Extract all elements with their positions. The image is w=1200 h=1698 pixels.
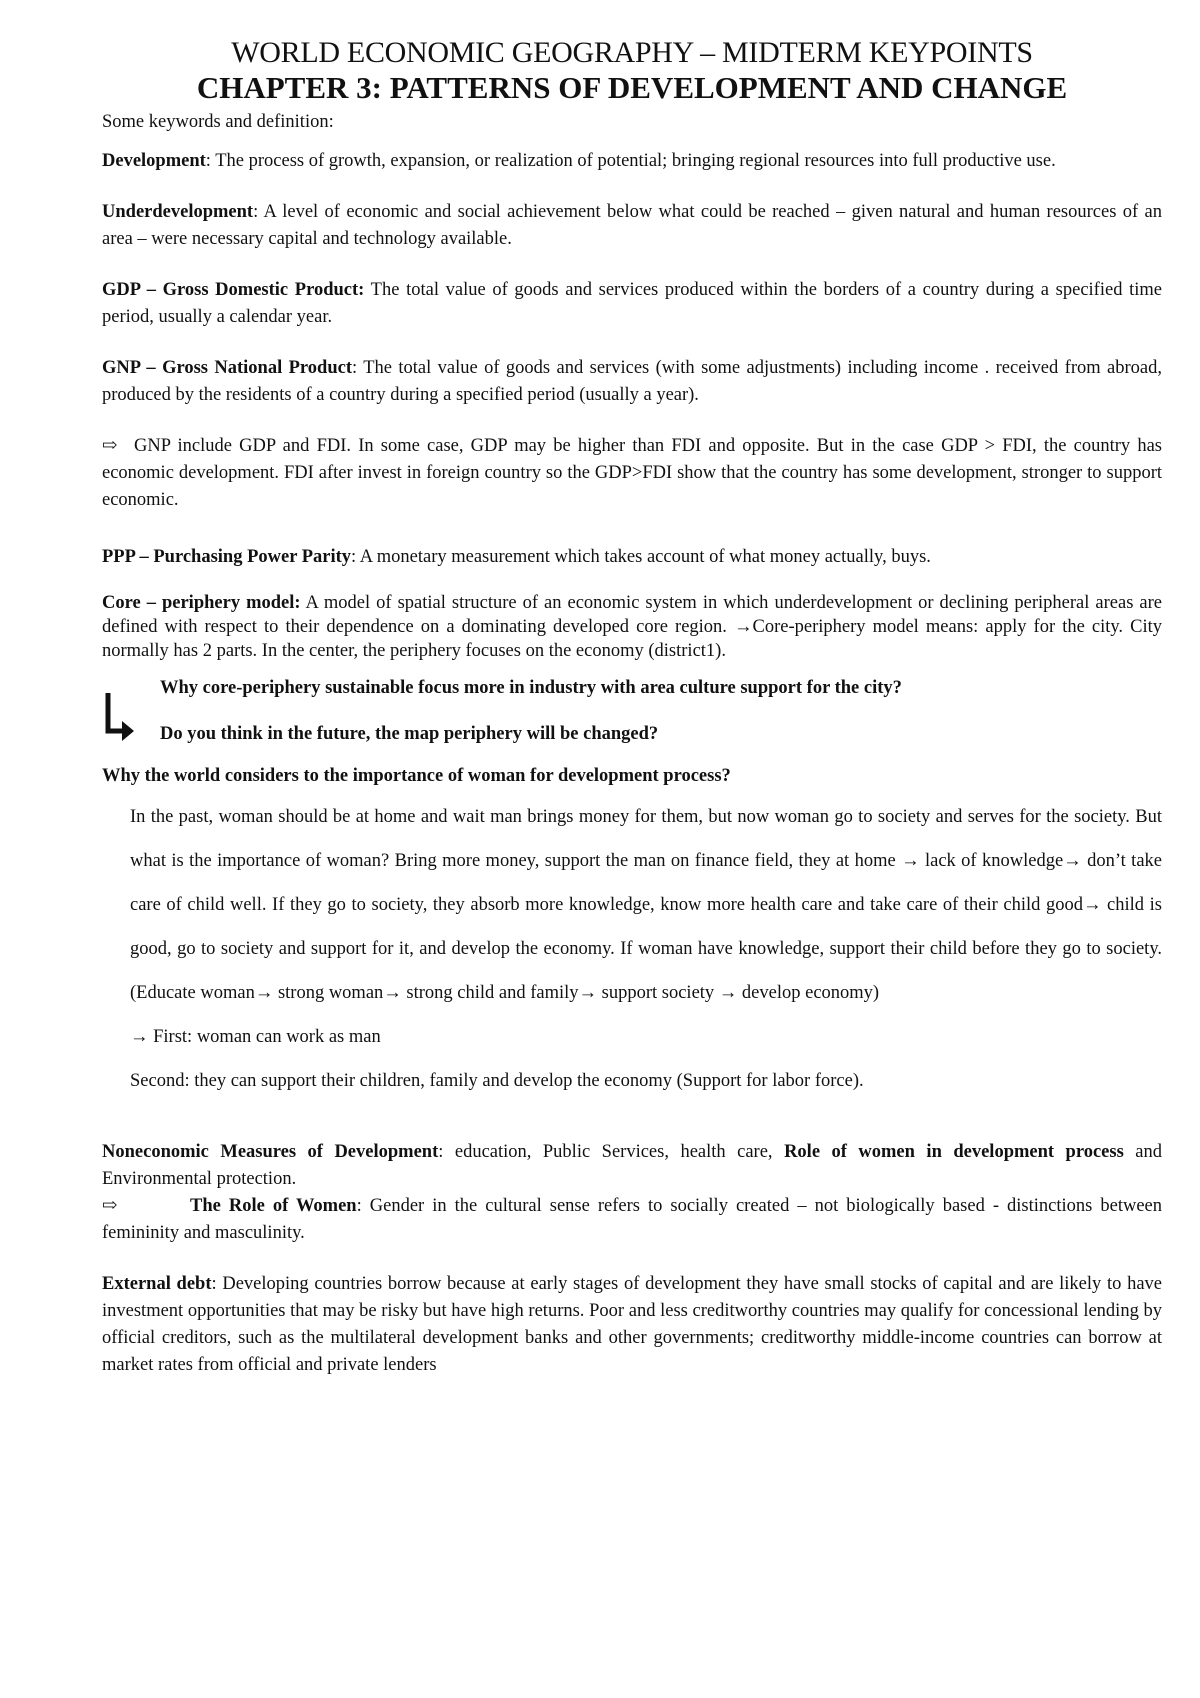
gnp-note [102,433,1162,514]
woman-answer-first: → First: woman can work as man [130,1027,381,1047]
text-development: : The process of growth, expansion, or realization of potential; bringing regional resources into full productive use. [205,151,1056,171]
term-gnp: GNP – Gross National Product [102,358,353,378]
definition-underdevelopment [102,199,1162,253]
bent-arrow-icon [102,691,138,749]
definition-ppp [102,544,1162,571]
term-ppp: PPP – Purchasing Power Parity [102,547,352,567]
text-gnp: : The total value of goods and services (with some adjustments) including income . received from abroad, produced by the residents of a country during a specified period (usually a year). [102,358,1162,405]
text-underdevelopment: : A level of economic and social achievement below what could be reached – given natural and human resources of an area – were necessary capital and technology available. [102,202,1162,249]
text-core-periphery: A model of spatial structure of an economic system in which underdevelopment or declining peripheral areas are defined with respect to their dependence on a dominating developed core region. →Core-periphery model means: apply for the city. City normally has 2 parts. In the center, the periphery focuses on the economy (district1). [102,593,1162,661]
term-core-periphery: Core – periphery model: [102,593,301,613]
question-map-periphery: Do you think in the future, the map periphery will be changed? [160,724,659,744]
term-development: Development [102,151,206,171]
term-gdp: GDP – Gross Domestic Product: [102,280,365,300]
role-of-women [102,1193,1162,1247]
hollow-arrow-icon: ⇨ [102,436,118,456]
intro-text: Some keywords and definition: [102,112,334,132]
definition-core-periphery [102,591,1162,663]
text-ppp: : A monetary measurement which takes account of what money actually, buys. [351,547,931,567]
text-external-debt: : Developing countries borrow because at early stages of development they have small stocks of capital and are likely to have investment opportunities that may be risky but have high returns. Poor and less creditworthy countries may qualify for concessional lending by official creditors, such as the multilateral development banks and other governments; creditworthy middle-income countries can borrow at market rates from official and private lenders [102,1274,1162,1375]
question-block [102,671,1162,763]
term-role-women: The Role of Women [190,1196,357,1216]
text-gdp: The total value of goods and services produced within the borders of a country during a specified time period, usually a calendar year. [102,280,1162,327]
chapter-title: CHAPTER 3: PATTERNS OF DEVELOPMENT AND CHANGE [196,70,1068,105]
definition-gdp [102,277,1162,331]
external-debt [102,1271,1162,1379]
term-external-debt: External debt [102,1274,212,1294]
term-noneconomic: Noneconomic Measures of Development [102,1142,439,1162]
woman-answer [102,795,1162,1103]
text-noneconomic-a: : education, Public Services, health care, [438,1142,785,1162]
woman-answer-body: In the past, woman should be at home and wait man brings money for them, but now woman go to society and serves for the society. But what is the importance of woman? Bring more money, support the man on finance field, they at home → lack of knowledge→ don’t take care of child well. If they go to society, they absorb more knowledge, know more health care and take care of their child good→ child is good, go to society and support for it, and develop the economy. If woman have knowledge, support their child before they go to society. (Educate woman→ strong woman→ strong child and family→ support society → develop economy) [130,807,1162,1003]
question-woman-importance: Why the world considers to the importance of woman for development process? [102,766,731,786]
text-noneconomic-c: and Environmental protection. [102,1142,1162,1189]
definition-development [102,148,1162,175]
noneconomic-measures [102,1139,1162,1193]
definition-gnp [102,355,1162,409]
question-core-periphery: Why core-periphery sustainable focus more in industry with area culture support for the city? [160,678,902,698]
woman-answer-second: Second: they can support their children, family and develop the economy (Support for labor force). [130,1071,864,1091]
gnp-note-text: GNP include GDP and FDI. In some case, GDP may be higher than FDI and opposite. But in the case GDP > FDI, the country has economic development. FDI after invest in foreign country so the GDP>FDI show that the country has some development, stronger to support economic. [102,436,1162,510]
text-role-women: : Gender in the cultural sense refers to socially created – not biologically based - distinctions between femininity and masculinity. [102,1196,1162,1243]
document-title: WORLD ECONOMIC GEOGRAPHY – MIDTERM KEYPOINTS [231,36,1033,69]
hollow-arrow-icon: ⇨ [102,1196,118,1216]
term-role-of-women: Role of women in development process [784,1142,1124,1162]
term-underdevelopment: Underdevelopment [102,202,254,222]
